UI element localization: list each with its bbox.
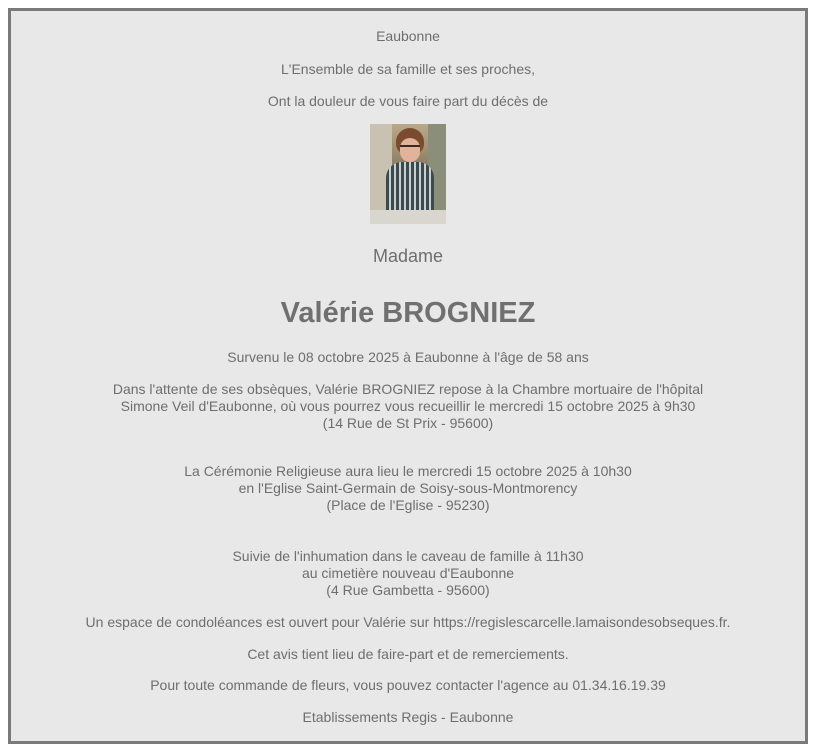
ceremony-line-3: (Place de l'Eglise - 95230): [326, 497, 490, 513]
family-line: L'Ensemble de sa famille et ses proches,: [280, 61, 536, 77]
honorific-title: Madame: [372, 246, 444, 266]
resting-line-3: (14 Rue de St Prix - 95600): [322, 415, 494, 431]
ceremony-line-2: en l'Eglise Saint-Germain de Soisy-sous-Montmorency: [238, 480, 578, 496]
burial-line-2: au cimetière nouveau d'Eaubonne: [301, 565, 515, 581]
burial-line-1: Suivie de l'inhumation dans le caveau de famille à 11h30: [232, 548, 584, 564]
ceremony-line-1: La Cérémonie Religieuse aura lieu le mercredi 15 octobre 2025 à 10h30: [184, 463, 632, 479]
resting-line-2: Simone Veil d'Eaubonne, où vous pourrez vous recueillir le mercredi 15 octobre 2025 à 9h30: [120, 398, 696, 414]
flowers-line: Pour toute commande de fleurs, vous pouvez contacter l'agence au 01.34.16.19.39: [150, 677, 666, 693]
agency-line: Etablissements Regis - Eaubonne: [302, 709, 514, 725]
resting-line-1: Dans l'attente de ses obsèques, Valérie BROGNIEZ repose à la Chambre mortuaire de l'hôpital: [112, 381, 704, 397]
obituary-notice: [8, 8, 808, 744]
death-line: Survenu le 08 octobre 2025 à Eaubonne à l'âge de 58 ans: [227, 349, 589, 365]
deceased-name: Valérie BROGNIEZ: [280, 297, 536, 329]
condolences-line: Un espace de condoléances est ouvert pour Valérie sur https://regislescarcelle.lamaisondesobseques.fr.: [85, 614, 731, 630]
town-label: Eaubonne: [376, 28, 440, 44]
burial-line-3: (4 Rue Gambetta - 95600): [326, 582, 490, 598]
burial-block: [11, 548, 805, 599]
ceremony-block: [11, 463, 805, 514]
resting-place-block: [11, 381, 805, 432]
announce-line: Ont la douleur de vous faire part du décès de: [267, 93, 549, 109]
portrait-photo: [370, 124, 446, 224]
thanks-line: Cet avis tient lieu de faire-part et de remerciements.: [247, 646, 569, 662]
